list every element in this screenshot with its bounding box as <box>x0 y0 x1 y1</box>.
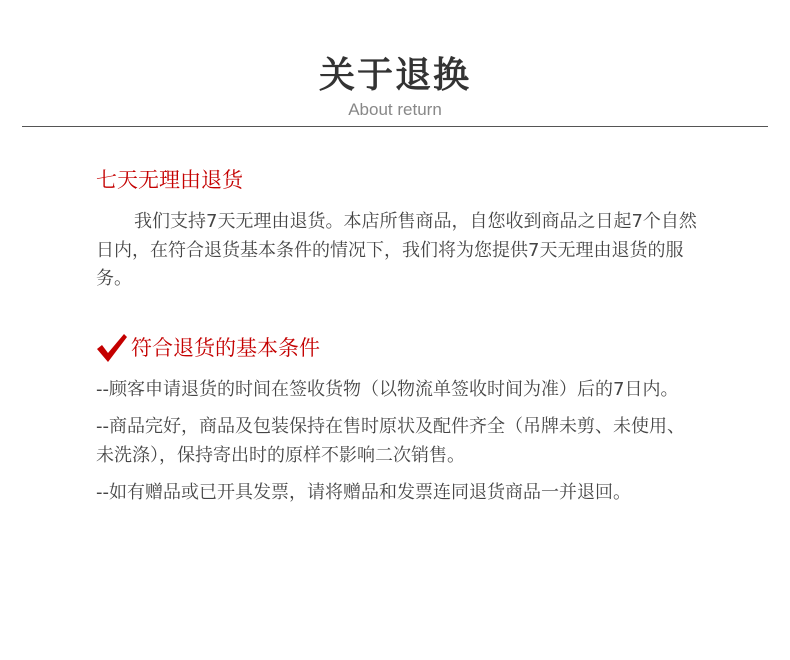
section-title-seven-day: 七天无理由退货 <box>96 168 243 192</box>
section-seven-day-return <box>96 164 698 294</box>
condition-item: --如有赠品或已开具发票，请将赠品和发票连同退货商品一并退回。 <box>96 482 631 503</box>
header-divider <box>22 126 768 127</box>
section-return-conditions <box>96 332 698 508</box>
page-subtitle: About return <box>348 100 442 119</box>
condition-item: --商品完好，商品及包装保持在售时原状及配件齐全（吊牌未剪、未使用、未洗涤），保持寄出时的原样不影响二次销售。 <box>96 416 685 466</box>
section-title-conditions-row <box>96 332 698 364</box>
section-title-conditions: 符合退货的基本条件 <box>131 335 320 360</box>
page-title: 关于退换 <box>318 55 471 96</box>
main-content <box>96 164 698 517</box>
checkmark-icon <box>96 333 128 363</box>
condition-item: --顾客申请退货的时间在签收货物（以物流单签收时间为准）后的7日内。 <box>96 378 679 400</box>
section-paragraph: 我们支持7天无理由退货。本店所售商品，自您收到商品之日起7个自然日内，在符合退货基本条件的情况下，我们将为您提供7天无理由退货的服务。 <box>96 211 697 289</box>
page-header <box>0 52 790 120</box>
